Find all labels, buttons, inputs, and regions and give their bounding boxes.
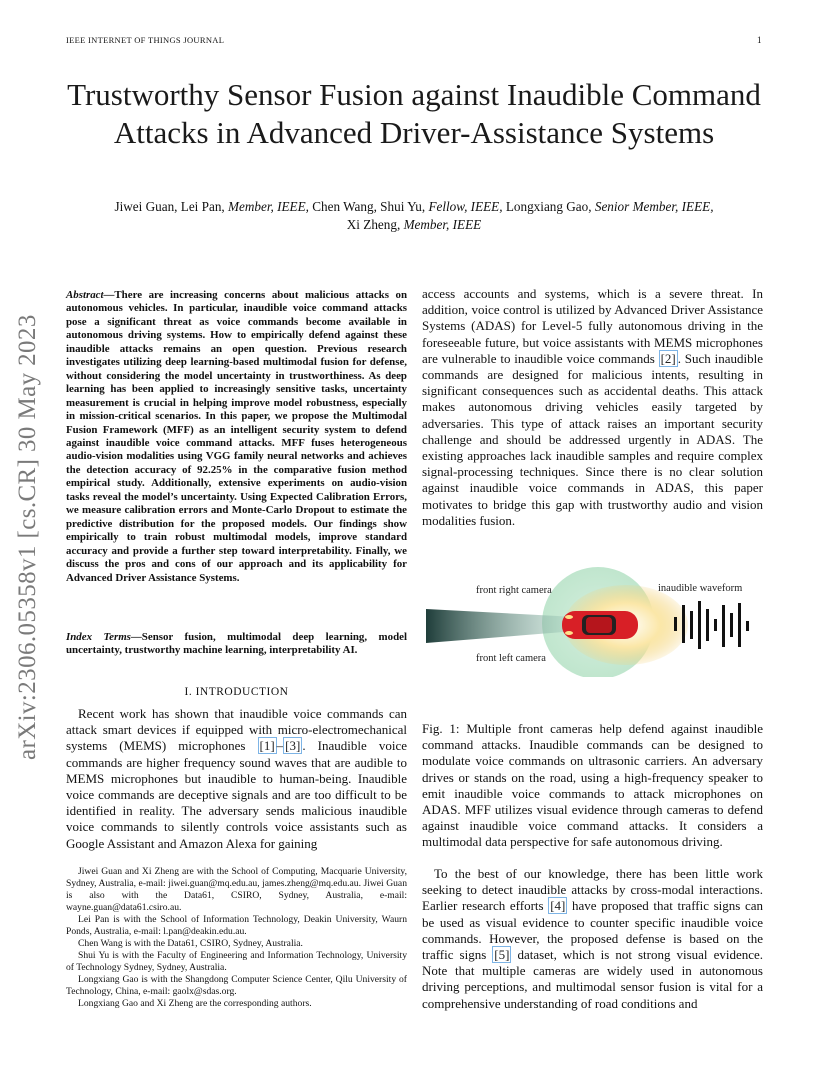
section-heading: I. INTRODUCTION	[184, 686, 289, 698]
citation-link[interactable]: [1]	[259, 738, 275, 754]
footnote: Jiwei Guan and Xi Zheng are with the School of Computing, Macquarie University, Sydney, Australia, e-mail: jiwei.guan@mq.edu.au, james.zheng@mq.edu.au. Jiwei Guan is also with the Data61, CSIRO, Sydney, Australia, e-mail: wayne.guan@data61.csiro.au.	[66, 866, 407, 913]
intro-paragraph	[66, 706, 407, 852]
author-membership-3: Senior Member, IEEE,	[594, 199, 714, 214]
footnote: Shui Yu is with the Faculty of Engineering and Information Technology, University of Technology Sydney, Sydney, Australia.	[66, 950, 407, 973]
intro-text-2: . Inaudible voice commands are higher frequency sound waves that are audible to MEMS microphones but inaudible to human-being. Inaudible voice commands are deceptive signals and are too difficult to be identified in reality. The adversary sends malicious inaudible voice commands to silently controls voice assistants such as Google Assistant and Amazon Alexa for gaining	[66, 738, 407, 851]
footnote: Chen Wang is with the Data61, CSIRO, Sydney, Australia.	[78, 938, 303, 949]
citation-link[interactable]: [2]	[660, 350, 676, 366]
right2-text-1: To the best of our knowledge, there has been little work seeking to detect inaudible attacks by cross-modal interactions. Earlier research efforts	[422, 866, 763, 914]
car-icon	[562, 611, 638, 639]
author-names-4: Xi Zheng,	[346, 217, 404, 232]
journal-header: IEEE INTERNET OF THINGS JOURNAL	[66, 35, 225, 45]
author-membership-1: Member, IEEE,	[228, 199, 309, 214]
abstract-text: —There are increasing concerns about malicious attacks on autonomous vehicles. In particular, inaudible voice command attacks pose a significant threat as voice commands become available in autonomous driving systems. How to empirically defend against these inaudible attacks remains an open question. Previous research investigates utilizing deep learning-based multimodal fusion for defense, without considering the model uncertainty in trustworthiness. As deep learning has been applied to increasingly sensitive tasks, uncertainty measurement is crucial in helping improve model robustness, especially in mission-critical scenarios. In this paper, we propose the Multimodal Fusion Framework (MFF) as an intelligent security system to defend against inaudible voice command attacks. MFF fuses heterogeneous audio-vision modalities using VGG family neural networks and achieves the detection accuracy of 92.25% in the comparative fusion method empirical study. Additionally, extensive experiments on audio-vision tasks reveal the model’s uncertainty. Using Expected Calibration Errors, we measure calibration errors and Monte-Carlo Dropout to estimate the predictive distribution for the proposed models. Our findings show empirically to train robust multimodal models, improve standard accuracy and provide a further step toward interpretability. Finally, we discuss the pros and cons of our approach and its applicability for Advanced Driver Assistance Systems.	[66, 289, 407, 584]
author-list	[60, 198, 768, 234]
author-membership-2: Fellow, IEEE,	[428, 199, 503, 214]
label-inaudible-waveform: inaudible waveform	[658, 583, 743, 594]
page-number: 1	[757, 35, 762, 45]
footnote: Longxiang Gao and Xi Zheng are the corresponding authors.	[78, 998, 312, 1009]
abstract	[66, 289, 407, 585]
footnote: Lei Pan is with the School of Information Technology, Deakin University, Waurn Ponds, Australia, e-mail: l.pan@deakin.edu.au.	[66, 914, 407, 937]
footnotes	[66, 866, 407, 1010]
right2-text-3: dataset, which is not strong visual evidence. Note that multiple cameras are widely used in autonomous driving perceptions, and multimodal sensor fusion is vital for a comprehensive understanding of road conditions and	[422, 947, 764, 1011]
intro-text-1: Recent work has shown that inaudible voice commands can attack smart devices if equipped with micro-electromechanical systems (MEMS) microphones	[66, 706, 407, 754]
author-names-2: Chen Wang, Shui Yu,	[308, 199, 429, 214]
intro-dash: –	[276, 738, 284, 754]
citation-link[interactable]: [5]	[494, 947, 510, 963]
citation-link[interactable]: [4]	[550, 898, 566, 914]
paper-title: Trustworthy Sensor Fusion against Inaudible Command Attacks in Advanced Driver-Assistance Systems	[67, 77, 761, 150]
right-text-1: access accounts and systems, which is a severe threat. In addition, voice control is utilized by Advanced Driver Assistance Systems (ADAS) for Level-5 fully autonomous driving in the foreseeable future, but voice assistants with MEMS microphones are vulnerable to inaudible voice commands	[422, 286, 763, 366]
label-front-left-camera: front left camera	[476, 653, 546, 664]
right2-text-2: have proposed that traffic signs can be used as visual evidence to counter specific inaudible voice commands. However, the proposed defense is based on the traffic signs	[422, 898, 763, 963]
index-terms	[66, 631, 407, 658]
author-names-3: Longxiang Gao,	[502, 199, 595, 214]
right-text-2: . Such inaudible commands are designed for malicious intents, resulting in significant consequences such as accidental deaths. This attack makes autonomous driving vehicles easily targeted by adversaries. This type of attack raises an important security challenge and should be addressed urgently in ADAS. The existing approaches lack inaudible samples and require complex signal-processing techniques. Since there is no clear solution against inaudible voice commands in ADAS, this paper motivates to bridge this gap with trustworthy audio and vision modalities fusion.	[422, 350, 763, 528]
intro-continued-paragraph	[422, 286, 763, 529]
author-names-1: Jiwei Guan, Lei Pan,	[114, 199, 229, 214]
label-front-right-camera: front right camera	[476, 585, 552, 596]
figure-1-illustration	[426, 565, 762, 677]
figure-caption: Fig. 1: Multiple front cameras help defend against inaudible command attacks. Inaudible commands can be designed to modulate voice commands on ultrasonic carriers. An adversary drives or stands on the road, using a high-frequency speaker to emit inaudible voice commands to attack microphones on ADAS. MFF utilizes visual evidence through cameras to defend against inaudible voice command attacks. It considers a multimodal data perspective for safe autonomous driving.	[422, 721, 763, 850]
arxiv-stamp[interactable]: arXiv:2306.05358v1 [cs.CR] 30 May 2023	[14, 314, 41, 760]
author-membership-4: Member, IEEE	[403, 217, 482, 232]
citation-link[interactable]: [3]	[285, 738, 301, 754]
footnote: Longxiang Gao is with the Shangdong Computer Science Center, Qilu University of Technology, China, e-mail: gaolx@sdas.org.	[66, 974, 407, 997]
related-work-paragraph	[422, 866, 763, 1012]
abstract-label: Abstract	[66, 289, 104, 301]
index-terms-label: Index Terms	[66, 631, 131, 643]
index-terms-text: —Sensor fusion, multimodal deep learning, model uncertainty, trustworthy machine learning, interpretability AI.	[66, 631, 407, 657]
